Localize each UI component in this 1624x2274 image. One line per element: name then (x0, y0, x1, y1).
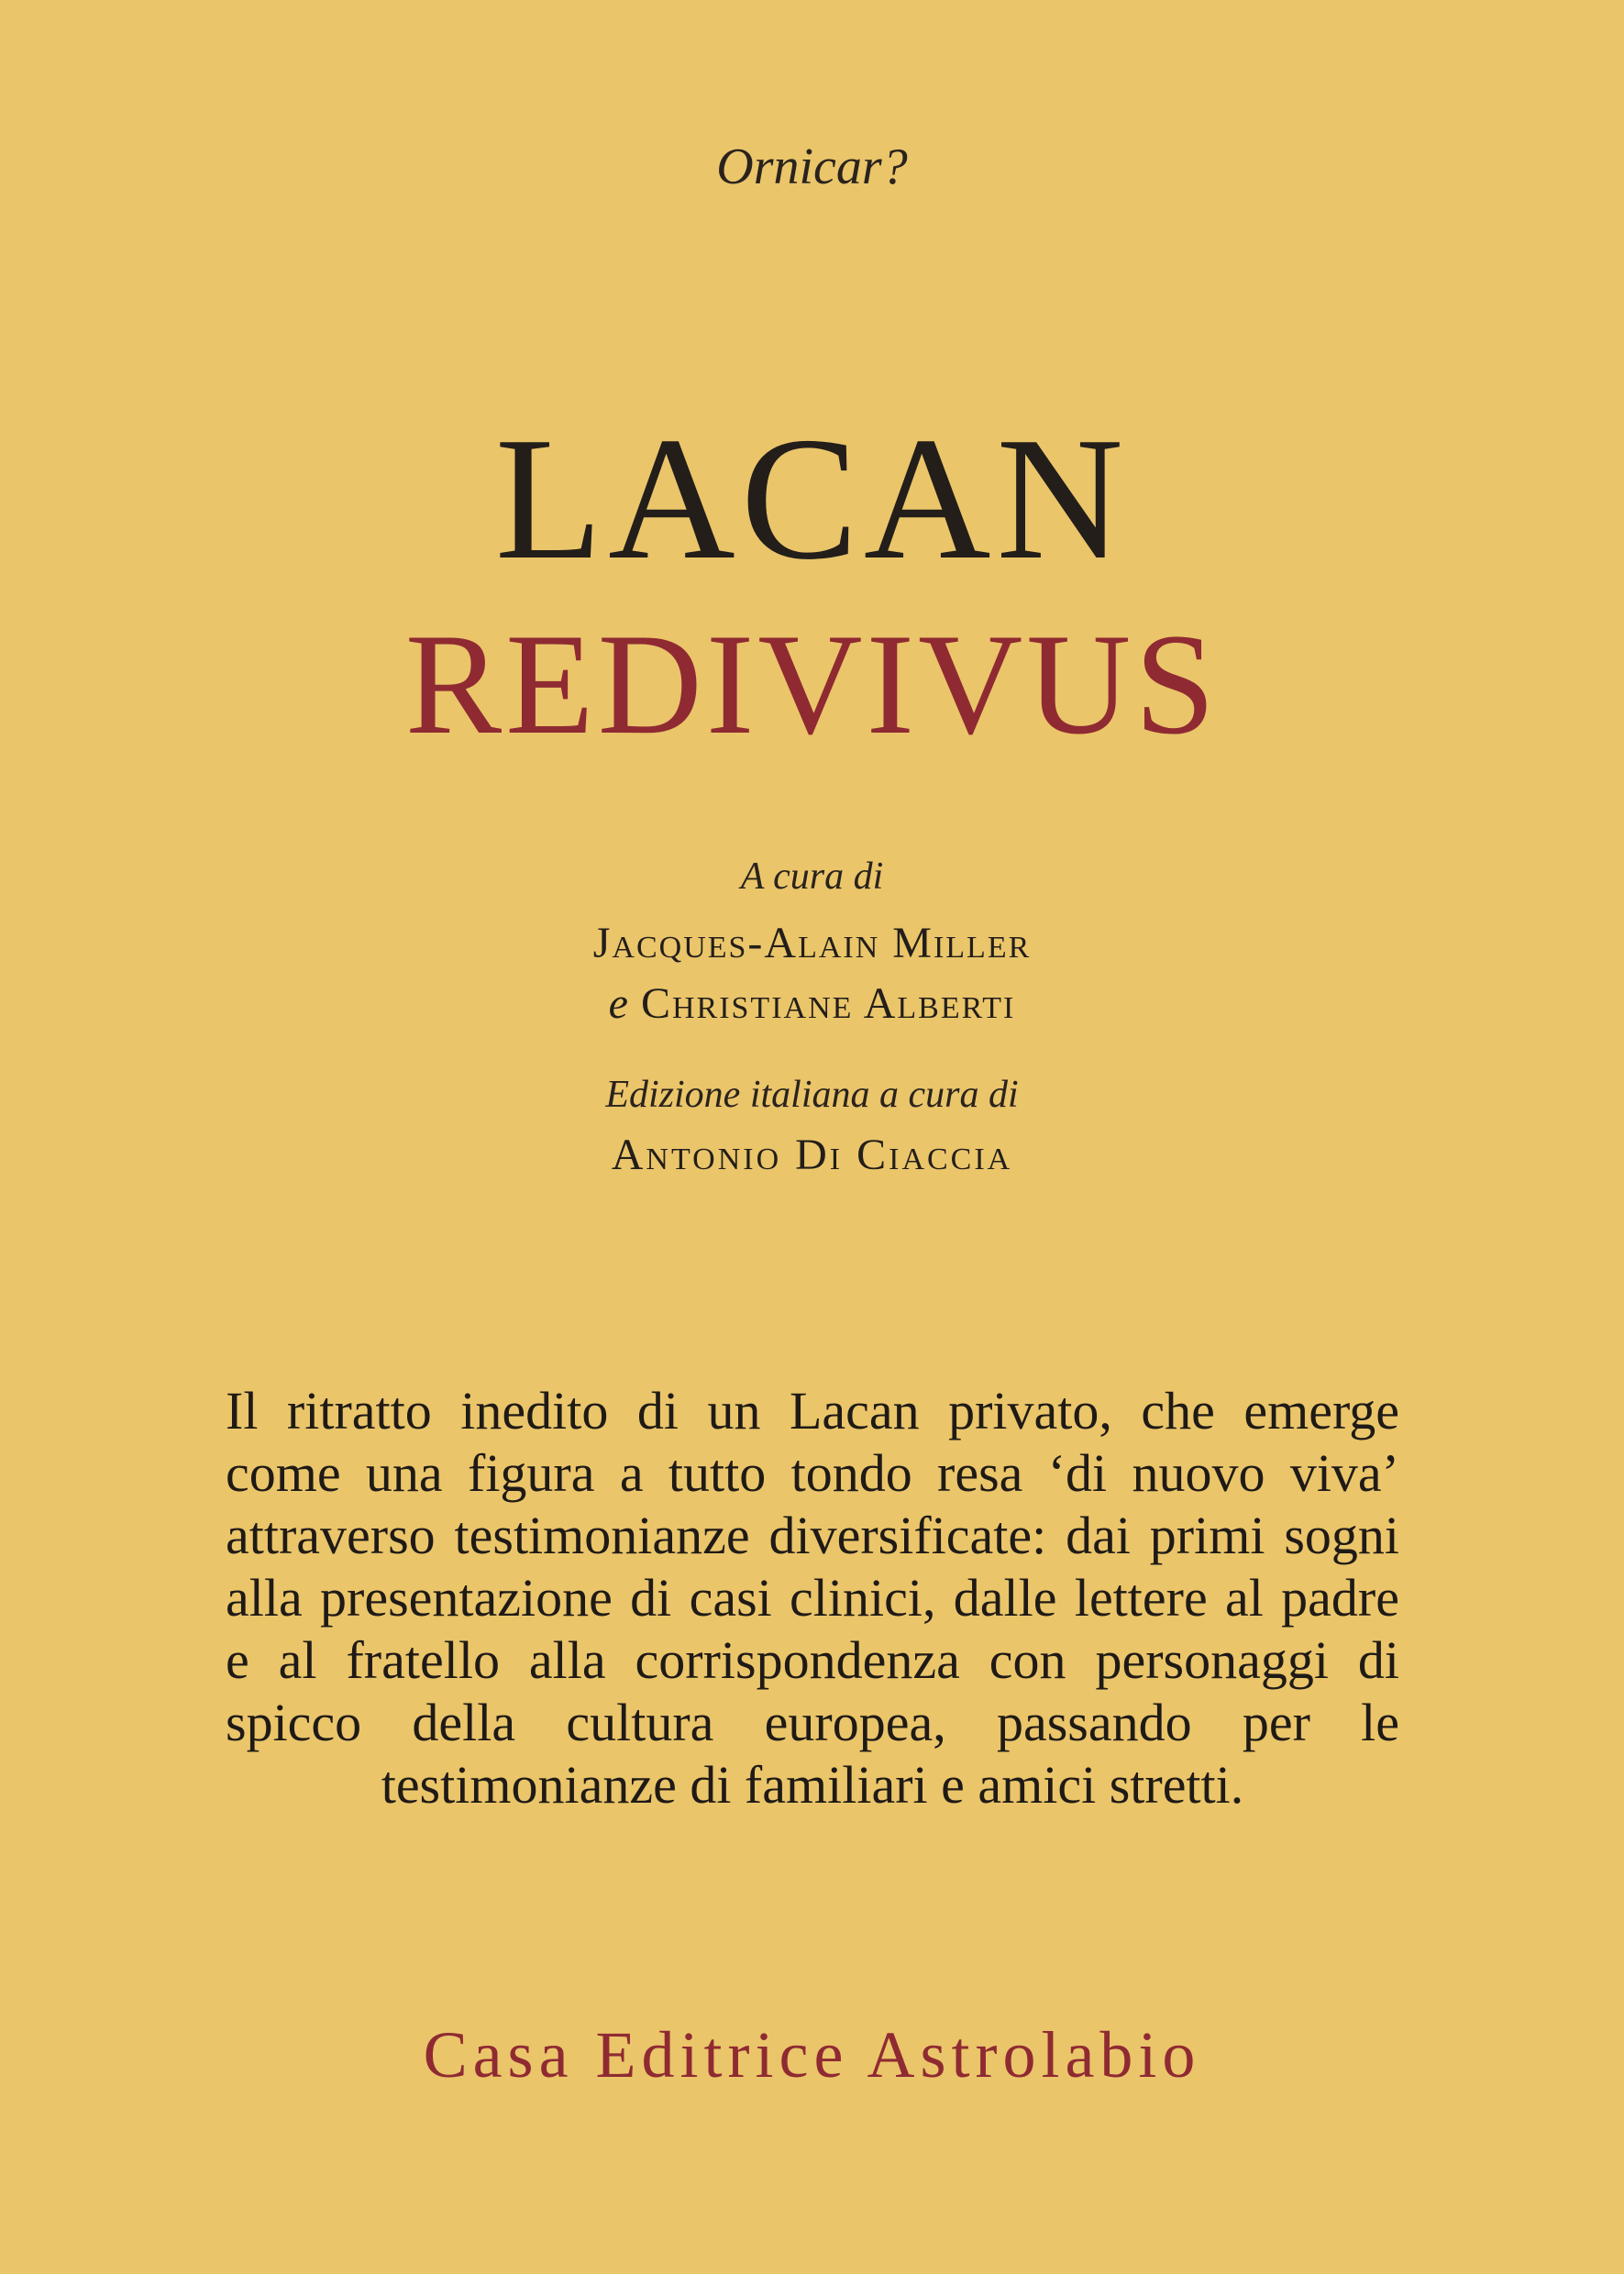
edition-curator: Antonio Di Ciaccia (611, 1131, 1013, 1179)
curator-names (0, 913, 1624, 1034)
title-line-2: REDIVIVUS (404, 604, 1220, 765)
curator-2: Christiane Alberti (640, 979, 1016, 1028)
curator-conjunction: e (608, 979, 628, 1028)
curator-label: A cura di (740, 856, 884, 898)
series-name: Ornicar? (716, 138, 908, 195)
curator-1: Jacques-Alain Miller (592, 919, 1032, 967)
publisher-name: Casa Editrice Astrolabio (423, 2018, 1201, 2092)
title-line-1: LACAN (494, 401, 1130, 596)
blurb-text: Il ritratto inedito di un Lacan privato, che emerge come una figura a tutto tondo resa ‘di nuovo viva’ attraverso testimonianze diversificate: dai primi sogni alla presentazione di casi clinici, dalle lettere al padre e al fratello alla corrispondenza con personaggi di spicco della cultura europea, passando per le testimonianze di familiari e amici stretti. (226, 1381, 1399, 1815)
edition-label: Edizione italiana a cura di (605, 1074, 1019, 1116)
curator-2-line (0, 974, 1624, 1034)
